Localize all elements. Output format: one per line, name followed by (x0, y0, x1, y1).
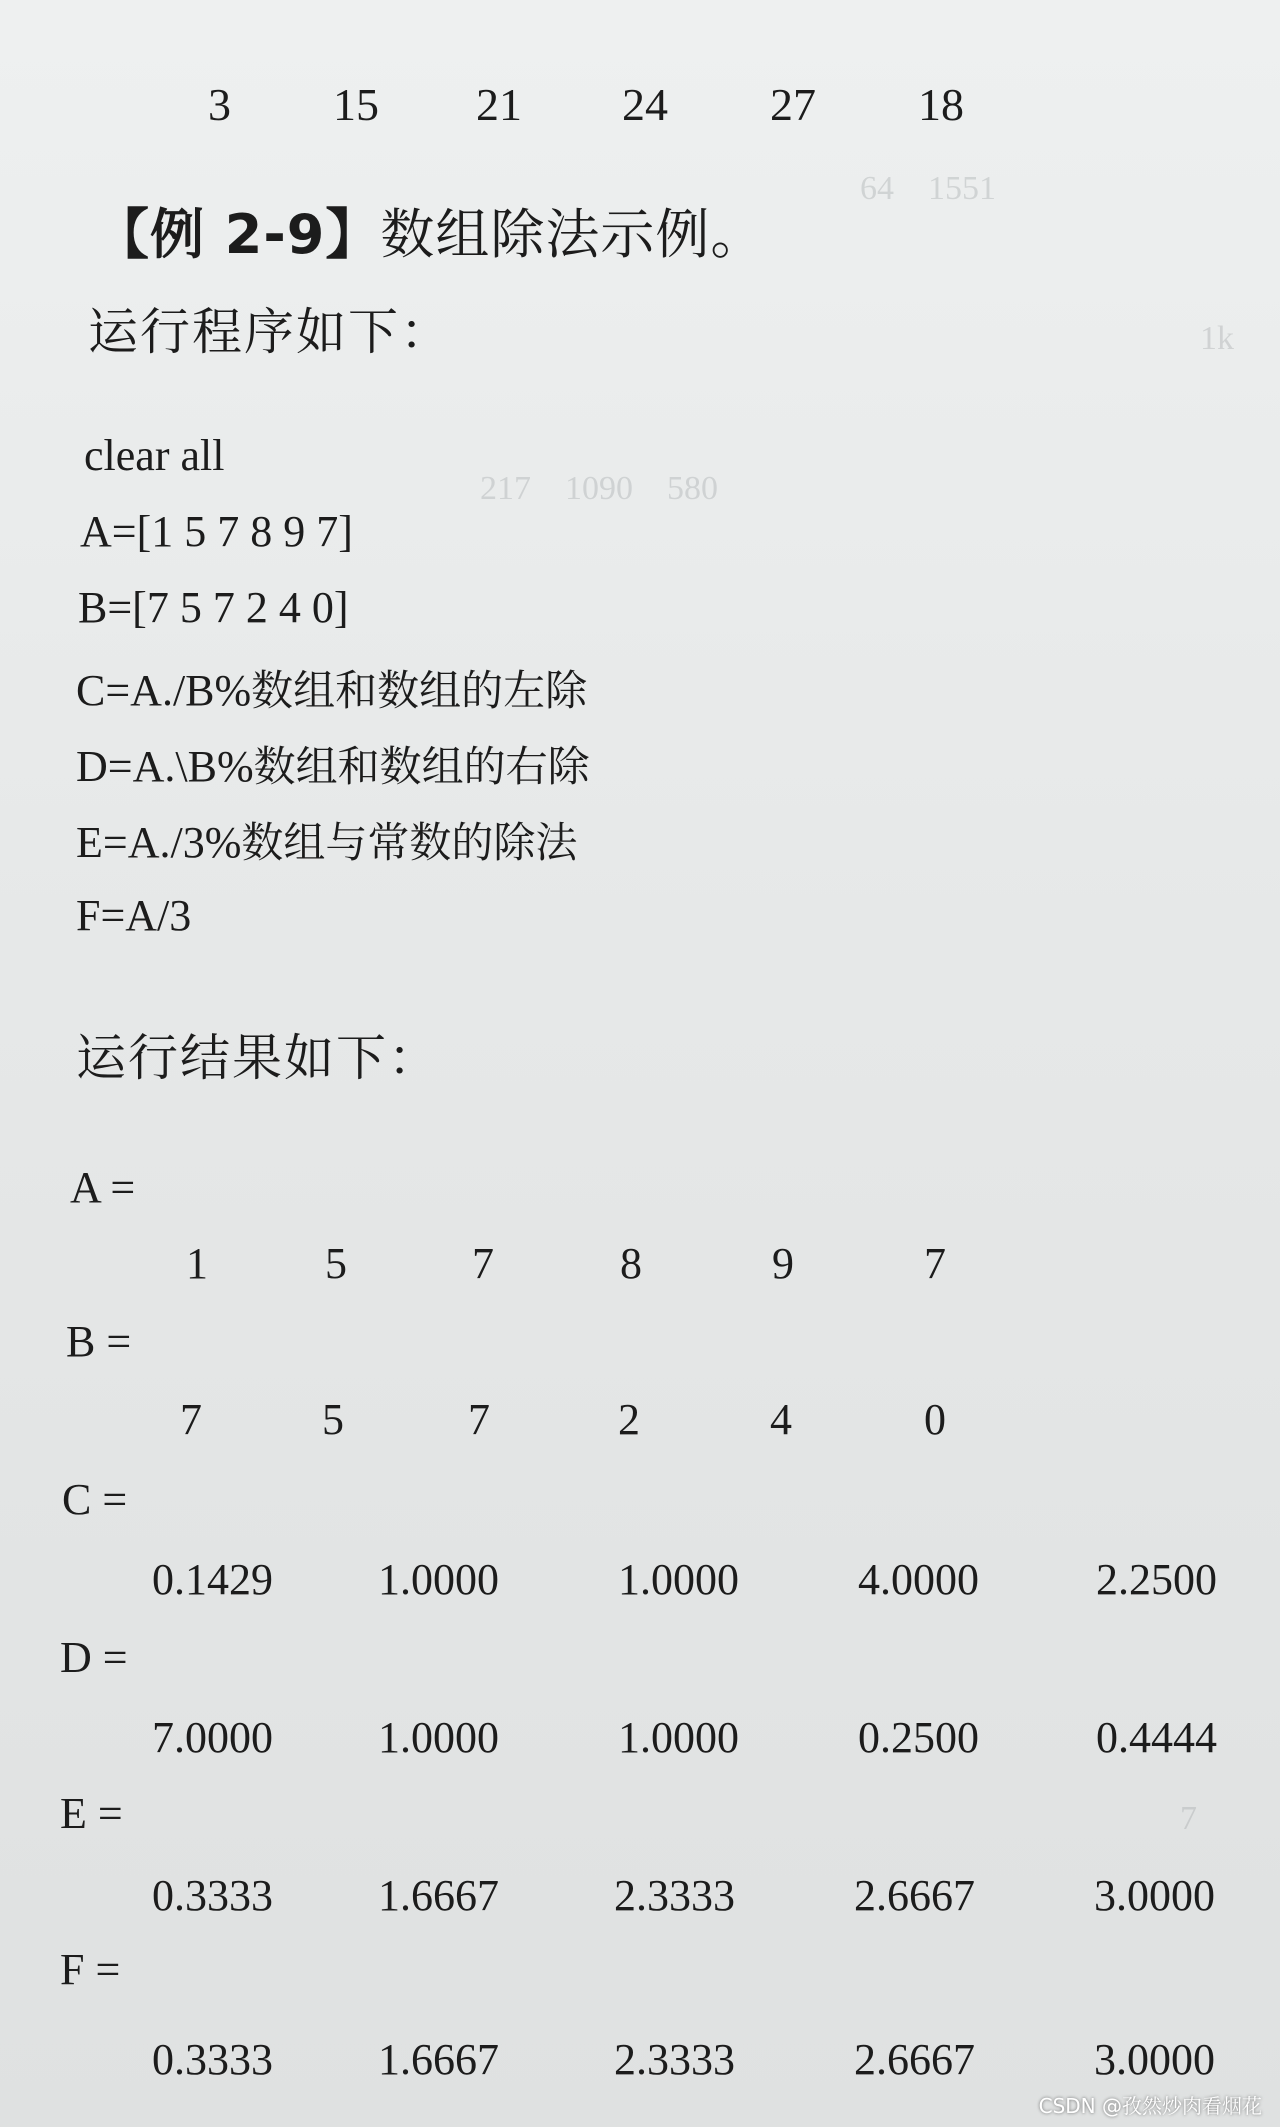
code-line (76, 890, 191, 941)
cell: 24 (622, 79, 668, 130)
cell: 2.6667 (854, 1871, 975, 1920)
bleed-through-mark: 64 1551 (860, 170, 996, 207)
cell: 7 (924, 1239, 946, 1288)
code-text: D=A.\B% (76, 742, 254, 791)
cell: 1.6667 (378, 1871, 499, 1920)
code-line (78, 582, 348, 633)
cell: 4.0000 (858, 1555, 979, 1604)
code-line (76, 734, 590, 794)
cell: 8 (620, 1239, 642, 1288)
cell: 1.0000 (618, 1713, 739, 1762)
cell: 1.0000 (378, 1713, 499, 1762)
cell: 2.3333 (614, 1871, 735, 1920)
cell: 0.2500 (858, 1713, 979, 1762)
cell: 0 (924, 1395, 946, 1444)
result-label-a: A = (70, 1163, 136, 1212)
code-text: B=[7 5 7 2 4 0] (78, 583, 349, 632)
cell: 5 (325, 1239, 347, 1288)
cell: 2.3333 (614, 2035, 735, 2084)
code-text: C=A./B% (76, 666, 252, 715)
example-heading (95, 192, 765, 269)
bleed-through-mark: 217 1090 580 (480, 470, 718, 507)
result-row-a (0, 1234, 1280, 1294)
cell: 15 (333, 79, 379, 130)
cell: 7 (472, 1239, 494, 1288)
code-text: clear all (84, 431, 225, 480)
heading-bracket-open: 【 (95, 203, 150, 266)
bleed-through-mark: 1k (1200, 320, 1234, 357)
cell: 1.0000 (618, 1555, 739, 1604)
heading-bracket-close: 】 (325, 203, 381, 266)
code-text: F=A/3 (76, 891, 192, 940)
result-row-b (0, 1390, 1280, 1450)
code-text: A=[1 5 7 8 9 7] (80, 507, 353, 556)
cell: 7.0000 (152, 1713, 273, 1762)
result-label-b: B = (66, 1317, 132, 1366)
cell: 3 (208, 79, 231, 130)
cell: 27 (770, 79, 816, 130)
result-row-f (0, 2030, 1280, 2090)
cell: 1.0000 (378, 1555, 499, 1604)
cell: 0.4444 (1096, 1713, 1217, 1762)
cell: 1 (186, 1239, 208, 1288)
cell: 0.3333 (152, 2035, 273, 2084)
program-intro: 运行程序如下： (88, 303, 452, 361)
result-row-e (0, 1866, 1280, 1926)
cell: 3.0000 (1094, 2035, 1215, 2084)
cell: 0.3333 (152, 1871, 273, 1920)
cell: 21 (476, 79, 522, 130)
code-comment: 数组和数组的左除 (251, 666, 588, 715)
cell: 4 (770, 1395, 792, 1444)
cell: 18 (918, 79, 964, 130)
watermark: CSDN @孜然炒肉看烟花 (1038, 2094, 1262, 2118)
cell: 0.1429 (152, 1555, 273, 1604)
example-label: 例 2-9 (150, 203, 326, 266)
previous-result-row (0, 75, 1280, 135)
bleed-through-mark: 7 (1180, 1800, 1197, 1837)
result-row-c (0, 1550, 1280, 1610)
cell: 3.0000 (1094, 1871, 1215, 1920)
cell: 5 (322, 1395, 344, 1444)
cell: 9 (772, 1239, 794, 1288)
cell: 2 (618, 1395, 640, 1444)
cell: 7 (180, 1395, 202, 1444)
code-text: E=A./3% (76, 818, 242, 867)
code-comment: 数组与常数的除法 (241, 818, 578, 867)
result-label-f: F = (60, 1945, 121, 1994)
code-comment: 数组和数组的右除 (253, 742, 590, 791)
cell: 1.6667 (378, 2035, 499, 2084)
code-line (76, 658, 587, 718)
result-label-e: E = (60, 1789, 123, 1838)
result-intro: 运行结果如下： (76, 1029, 440, 1087)
code-line (84, 430, 224, 481)
example-title: 数组除法示例。 (380, 203, 766, 266)
code-line (80, 506, 353, 557)
result-label-c: C = (62, 1475, 128, 1524)
code-line (76, 810, 577, 870)
cell: 2.2500 (1096, 1555, 1217, 1604)
cell: 7 (468, 1395, 490, 1444)
cell: 2.6667 (854, 2035, 975, 2084)
result-label-d: D = (60, 1633, 128, 1682)
result-row-d (0, 1708, 1280, 1768)
